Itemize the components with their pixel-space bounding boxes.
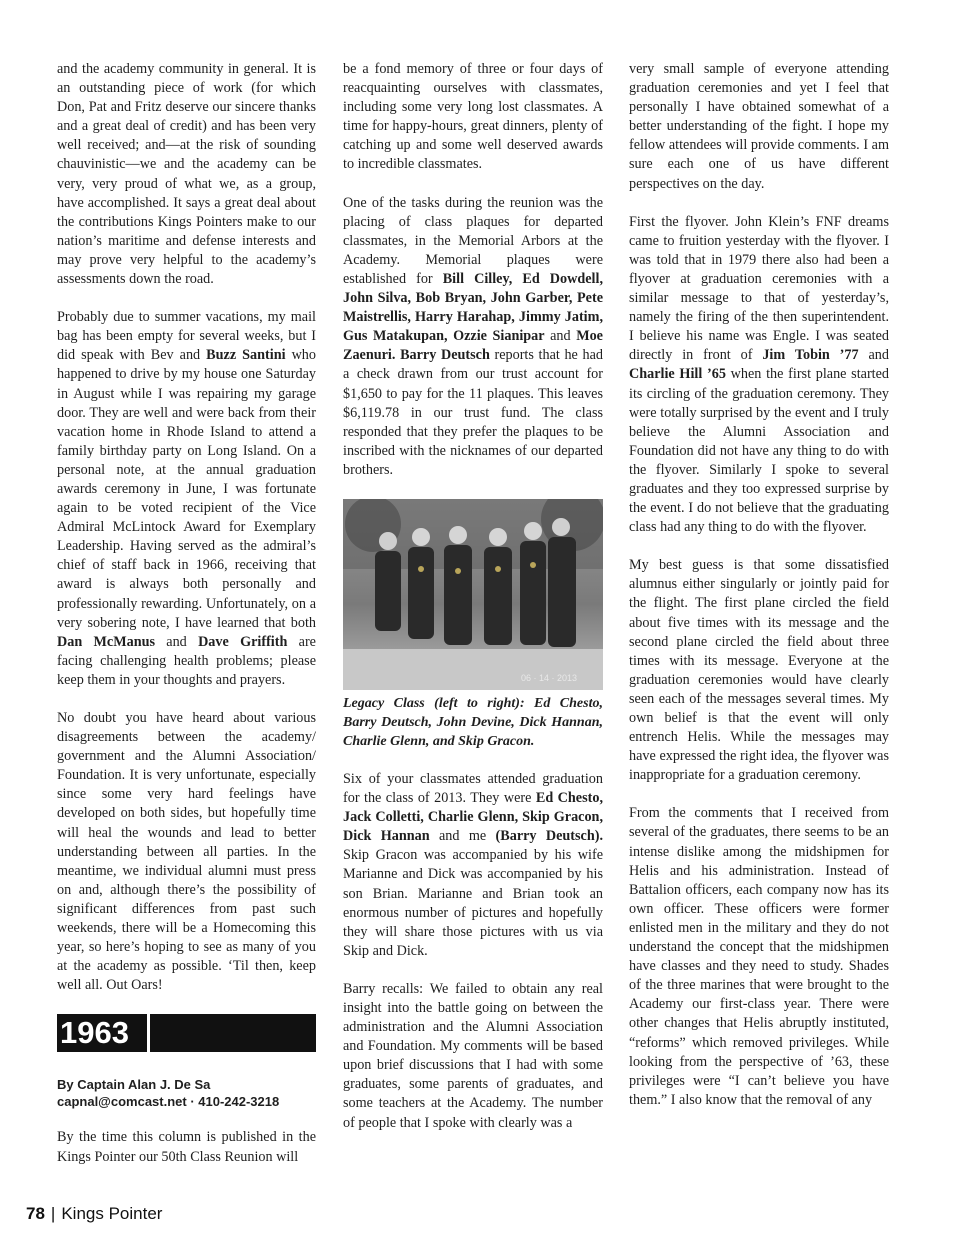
bold-name: Bill Cilley, Ed Dowdell, John Silva, Bob Bryan, John Garber, Pete Maistrellis, Harry Harahap, Jimmy Jatim, Gus Matakupan, Ozzie Sianipar <box>343 270 603 345</box>
bold-name: Buzz Santini <box>206 347 286 364</box>
bold-name: Dave Griffith <box>198 633 288 650</box>
paragraph: be a fond memory of three or four days of reacquainting ourselves with classmates, including some very long lost classmates. A time for happy-hours, great dinners, plenty of catching up and some well deserved awards to incredible classmates. <box>343 61 603 173</box>
paragraph: Barry recalls: We failed to obtain any real insight into the battle going on between the administration and the Alumni Association and Foundation. My comments will be based upon brief discussions that I had with some graduates, some parents of graduates, and some teachers at the Academy. The number of people that I spoke with clearly was a <box>343 980 603 1131</box>
column-1 <box>57 60 316 1186</box>
photo-date-stamp: 06 · 14 · 2013 <box>521 672 578 683</box>
page-footer <box>26 1203 162 1225</box>
footer-separator: | <box>50 1204 56 1223</box>
class-year: 1963 <box>57 1014 147 1052</box>
paragraph: No doubt you have heard about various disagreements between the academy/ government and the Alumni Association/ Foundation. It is very unfortunate, especially since some very hard feelings have developed on both sides, but hopefully time will heal the wounds and lead to better understanding between all parties. In the meantime, we individual alumni must press on and, although there’s the possibility of significant differences from past such weekends, there will be a Homecoming this year, so here’s hoping to see as many of you at the academy as possible. ‘Til then, keep well all. Out Oars! <box>57 710 316 994</box>
paragraph: One of the tasks during the reunion was the placing of class plaques for departed classmates, in the Memorial Arbors at the Academy. Memorial plaques were established for Bill Cilley, Ed Dowdell, John Silva, Bob Bryan, John Garber, Pete Maistrellis, Harry Harahap, Jimmy Jatim, Gus Matakupan, Ozzie Sianipar and Moe Zaenuri. Barry Deutsch reports that he had a check drawn from our trust account for $1,650 to pay for the 11 plaques. This leaves $6,119.78 in our trust fund. The class responded that they prefer the plaques to be inscribed with the nicknames of our departed brothers. <box>343 194 603 478</box>
paragraph: By the time this column is published in the Kings Pointer our 50th Class Reunion will <box>57 1129 316 1165</box>
bold-name: Ed Chesto, Jack Colletti, Charlie Glenn, Skip Gracon, Dick Hannan <box>343 790 603 845</box>
paragraph: From the comments that I received from several of the graduates, there seems to be an intense dislike among the midshipmen for Helis and his administration. Instead of Battalion officers, each company now has its own officer. These officers were former enlisted men in the military and they do not understand the concept that the midshipmen have classes and they need to study. Shades of the three marines that were brought to the Academy our first-class year. There were other changes that Helis abruptly instituted, “reforms” which removed privileges. While looking from the perspective of ’63, these privileges were “I can’t believe you have them.” I also know that the removal of any <box>629 805 889 1108</box>
bold-name: Dan McManus <box>57 633 155 650</box>
bold-name: Charlie Hill ’65 <box>629 366 726 383</box>
author-byline: By Captain Alan J. De Sa <box>57 1077 211 1093</box>
page-number: 78 <box>26 1204 45 1223</box>
publication-name: Kings Pointer <box>61 1204 163 1223</box>
paragraph: and the academy community in general. It is an outstanding piece of work (for which Don, Pat and Fritz deserve our sincere thanks and a great deal of credit) and has been very well received; and—at the risk of sounding chauvinistic—we and the academy can be very, very proud of what we, as a group, have accomplished. It says a great deal about the contributions Kings Pointers make to our nation’s maritime and defense interests and may prove very helpful to the academy’s assessments down the road. <box>57 61 316 288</box>
bold-name: Jim Tobin ’77 <box>762 347 859 364</box>
bold-name: (Barry Deutsch). <box>495 828 603 845</box>
class-year-banner <box>57 1014 316 1052</box>
group-photo <box>343 499 603 690</box>
column-2 <box>343 60 603 1152</box>
column-3 <box>629 60 889 1129</box>
paragraph: Six of your classmates attended graduation for the class of 2013. They were Ed Chesto, Jack Colletti, Charlie Glenn, Skip Gracon, Dick Hannan and me (Barry Deutsch). Skip Gracon was accompanied by his wife Marianne and Dick was accompanied by his son Brian. Marianne and Brian took an enormous number of pictures and hopefully they will share those pictures with us via Skip and Dick. <box>343 770 603 959</box>
banner-bar <box>150 1014 316 1052</box>
paragraph: Probably due to summer vacations, my mail bag has been empty for several weeks, but I did speak with Bev and Buzz Santini who happened to drive by my house one Saturday in August while I was repairing my garage door. They are well and were back from their vacation home in Rhode Island to attend a family birthday party on Long Island. On a personal note, at the annual graduation awards ceremony in June, I was fortunate again to be voted recipient of the Vice Admiral McLintock Award for Exemplary Leadership. Having served as the admiral’s chief of staff back in 1966, receiving that award is always both personally and professionally rewarding. Unfortunately, on a very sobering note, I have learned that both Dan McManus and Dave Griffith are facing challenging health problems; please keep them in your thoughts and prayers. <box>57 309 316 688</box>
paragraph: very small sample of everyone attending graduation ceremonies and yet I feel that personally I have obtained somewhat of a better understanding of the fight. I hope my fellow attendees will provide comments. I am sure each one of us have different perspectives on the day. <box>629 61 889 192</box>
photo-caption: Legacy Class (left to right): Ed Chesto, Barry Deutsch, John Devine, Dick Hannan, Charlie Glenn, and Skip Gracon. <box>343 695 603 749</box>
bold-name: Moe Zaenuri. Barry Deutsch <box>343 328 603 364</box>
paragraph: My best guess is that some dissatisfied alumnus either singularly or jointly paid for the flight. The first plane circled the field about five times with its message and the second plane circled the field about three times with its message. Everyone at the graduation ceremonies would have clearly seen each of the messages several times. My own belief is that the event will only entrench Helis. While the messages may have expressed the right idea, the flyover was inappropriate for a graduation ceremony. <box>629 557 889 784</box>
author-contact: capnal@comcast.net · 410-242-3218 <box>57 1094 280 1110</box>
paragraph: First the flyover. John Klein’s FNF dreams came to fruition yesterday with the flyover. I was told that in 1979 there also had been a flyover at graduation ceremonies with a similar message to that of yesterday’s, namely the firing of the then superintendent. I believe his name was Engle. I was seated directly in front of Jim Tobin ’77 and Charlie Hill ’65 when the first plane started its circling of the graduation ceremony. They were totally surprised by the event and I truly believe the Alumni Association and Foundation did not have any thing to do with the flyover. Similarly I spoke to several graduates and they too expressed surprise by the event. I do not believe that the graduating class had any thing to do with the flyover. <box>629 213 889 536</box>
